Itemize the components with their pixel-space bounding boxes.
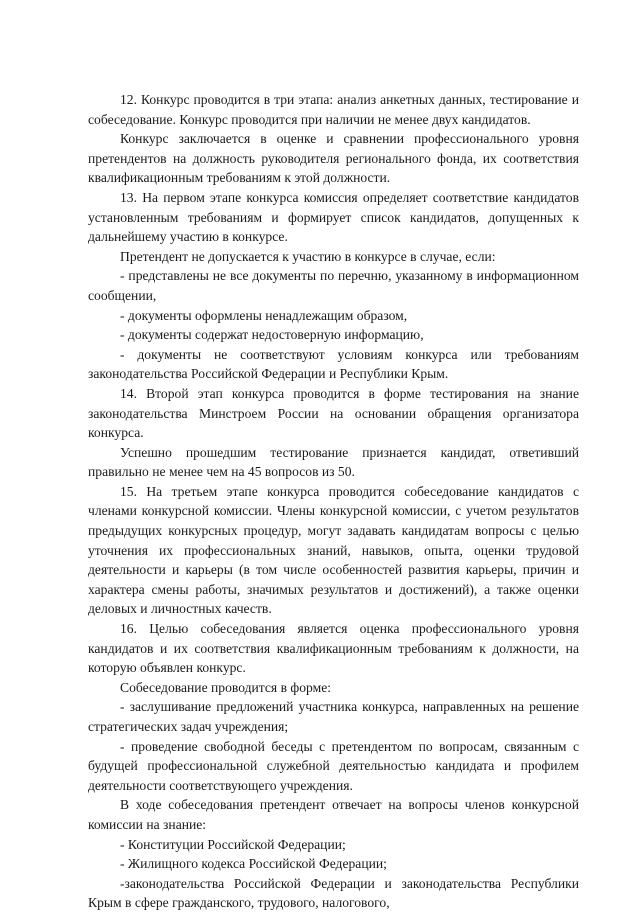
list-item-documents-incomplete: - представлены не все документы по перечню, указанному в информационном сообщении,: [88, 268, 579, 303]
list-item-constitution: - Конституции Российской Федерации;: [120, 836, 346, 852]
document-body: [88, 90, 579, 913]
list-item-free-talk: - проведение свободной беседы с претендентом по вопросам, связанным с будущей профессиональной служебной деятельностью кандидата и профилем деятельности соответствующего учреждения.: [88, 738, 579, 793]
list-item-documents-false: - документы содержат недостоверную информацию,: [120, 327, 424, 343]
paragraph-interview-form: Собеседование проводится в форме:: [120, 679, 332, 695]
paragraph-13: 13. На первом этапе конкурса комиссия определяет соответствие кандидатов установленным требованиям и формирует список кандидатов, допущенных к дальнейшему участию в конкурсе.: [88, 189, 579, 245]
paragraph-admission-intro: Претендент не допускается к участию в конкурсе в случае, если:: [120, 248, 496, 264]
paragraph-16: 16. Целью собеседования является оценка профессионального уровня кандидатов и их соответствия квалификационным требованиям к должности, на которую объявлен конкурс.: [88, 621, 579, 676]
paragraph-test-pass: Успешно прошедшим тестирование признается кандидат, ответивший правильно не менее чем на 45 вопросов из 50.: [88, 444, 579, 480]
paragraph-15: 15. На третьем этапе конкурса проводится собеседование кандидатов с членами конкурсной комиссии. Члены конкурсной комиссии, с учетом результатов предыдущих конкурсных процедур, могут задавать кандидатам вопросы с целью уточнения их профессиональных знаний, навыков, опыта, оценки трудовой деятельности и карьеры (в том числе особенностей развития карьеры, причин и характера смены работы, значимых результатов и достижений), а также оценки деловых и личностных качеств.: [88, 483, 579, 617]
paragraph-contest-essence: Конкурс заключается в оценке и сравнении профессионального уровня претендентов на должность руководителя регионального фонда, их соответствия квалификационным требованиям к этой должности.: [88, 131, 579, 186]
paragraph-14: 14. Второй этап конкурса проводится в форме тестирования на знание законодательства Минстроем России на основании обращения организатора конкурса.: [88, 385, 579, 441]
list-item-documents-improper: - документы оформлены ненадлежащим образом,: [120, 307, 408, 323]
list-item-documents-noncompliant: - документы не соответствуют условиям конкурса или требованиям законодательства Российской Федерации и Республики Крым.: [88, 346, 579, 382]
list-item-proposals: - заслушивание предложений участника конкурса, направленных на решение стратегических задач учреждения;: [88, 699, 579, 734]
paragraph-12: 12. Конкурс проводится в три этапа: анализ анкетных данных, тестирование и собеседование. Конкурс проводится при наличии не менее двух кандидатов.: [88, 92, 579, 127]
list-item-legislation: -законодательства Российской Федерации и законодательства Республики Крым в сфере гражданского, трудового, налогового,: [88, 875, 579, 911]
paragraph-interview-knowledge: В ходе собеседования претендент отвечает на вопросы членов конкурсной комиссии на знание:: [88, 797, 579, 832]
list-item-housing-code: - Жилищного кодекса Российской Федерации;: [120, 856, 387, 872]
